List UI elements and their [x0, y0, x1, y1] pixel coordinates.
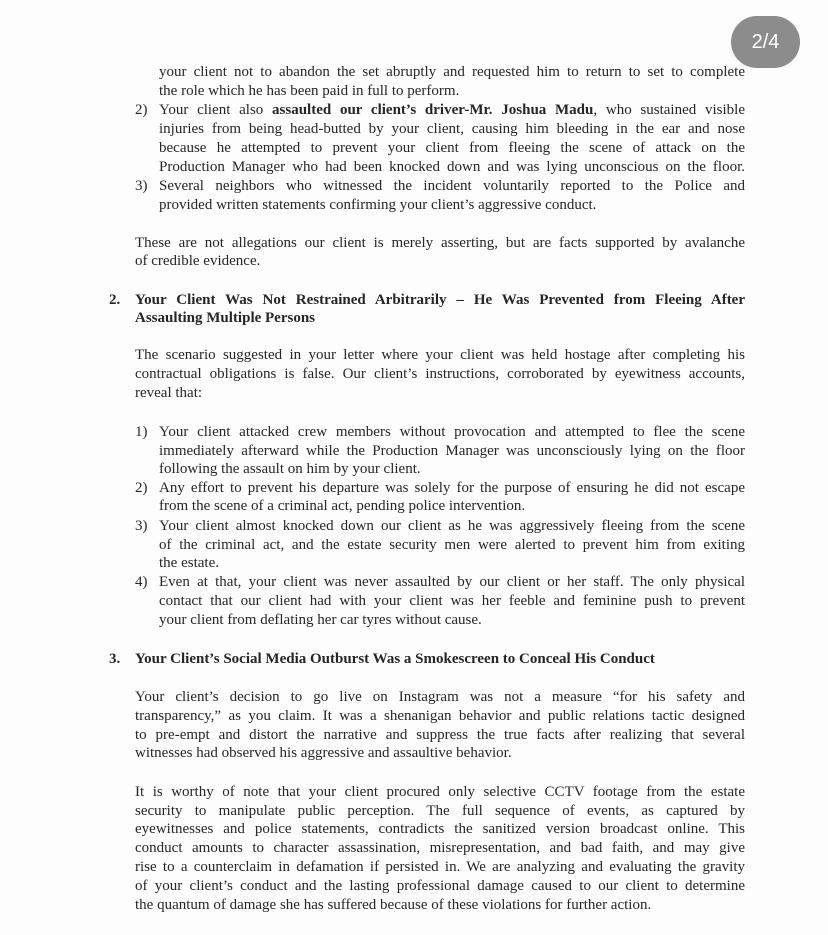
- section-heading-line: Your Client Was Not Restrained Arbitrarily – He Was Prevented from Fleeing After: [135, 292, 745, 308]
- section-heading-line: Your Client’s Social Media Outburst Was a Smokescreen to Conceal His Conduct: [135, 651, 655, 667]
- list-item-line: immediately afterward while the Production Manager was unconsciously lying on the floor: [159, 443, 745, 459]
- paragraph-line: to pre-empt and distort the narrative and suppress the true facts after realizing that several: [135, 727, 745, 743]
- continuation-line-2: the role which he has been paid in full to perform.: [159, 83, 460, 99]
- paragraph-line: reveal that:: [135, 385, 203, 401]
- list-item-line: from the scene of a criminal act, pending police intervention.: [159, 498, 526, 514]
- list-item-line: Several neighbors who witnessed the incident voluntarily reported to the Police and: [159, 178, 745, 194]
- section-number: 2.: [109, 292, 121, 308]
- list-number: 2): [135, 102, 148, 118]
- paragraph-line: witnesses had observed his aggressive and assaultive behavior.: [135, 745, 512, 761]
- paragraph-line: It is worthy of note that your client procured only selective CCTV footage from the estate: [135, 784, 745, 800]
- list-item-line: Any effort to prevent his departure was solely for the purpose of ensuring he did not escape: [159, 480, 745, 496]
- paragraph-line: contractual obligations is false. Our client’s instructions, corroborated by eyewitness accounts,: [135, 366, 745, 382]
- section-heading-line: Assaulting Multiple Persons: [135, 310, 316, 326]
- paragraph-line: transparency,” as you claim. It was a shenanigan behavior and public relations tactic designed: [135, 708, 745, 724]
- list-item-line: contact that our client had with your client was her feeble and feminine push to prevent: [159, 593, 745, 609]
- item-text: , who sustained visible: [593, 102, 745, 118]
- list-number: 3): [135, 178, 148, 194]
- paragraph-line: of credible evidence.: [135, 253, 261, 269]
- paragraph-line: of your client’s conduct and the lasting professional damage caused to our client to determine: [135, 878, 745, 894]
- list-item-line: Even at that, your client was never assaulted by our client or her staff. The only physical: [159, 574, 745, 590]
- section-number: 3.: [109, 651, 121, 667]
- list-number: 1): [135, 424, 148, 440]
- list-item-line: injuries from being head-butted by your client, causing him bleeding in the ear and nose: [159, 121, 745, 137]
- list-number: 2): [135, 480, 148, 496]
- list-item-line: Your client attacked crew members without provocation and attempted to flee the scene: [159, 424, 745, 440]
- list-item-line: because he attempted to prevent your client from fleeing the scene of attack on the: [159, 140, 745, 156]
- paragraph-line: The scenario suggested in your letter where your client was held hostage after completing his: [135, 347, 745, 363]
- paragraph-line: rise to a counterclaim in defamation if persisted in. We are analyzing and evaluating the gravity: [135, 859, 745, 875]
- paragraph-line: the quantum of damage she has suffered because of these violations for further action.: [135, 897, 652, 913]
- paragraph-line: Your client’s decision to go live on Instagram was not a measure “for his safety and: [135, 689, 745, 705]
- page-indicator-badge: 2/4: [731, 16, 800, 68]
- list-number: 3): [135, 518, 148, 534]
- list-item-line: of the criminal act, and the estate security men were alerted to prevent him from exiting: [159, 537, 745, 553]
- list-number: 4): [135, 574, 148, 590]
- paragraph-line: These are not allegations our client is merely asserting, but are facts supported by avalanche: [135, 235, 745, 251]
- list-item-line: your client from deflating her car tyres without cause.: [159, 612, 482, 628]
- list-item-line: [159, 101, 745, 120]
- paragraph-line: conduct amounts to character assassination, misrepresentation, and bad faith, and may give: [135, 840, 745, 856]
- continuation-line-1: your client not to abandon the set abruptly and requested him to return to set to complete: [159, 64, 745, 80]
- list-item-line: the estate.: [159, 555, 219, 571]
- paragraph-line: eyewitnesses and police statements, contradicts the sanitized version broadcast online. This: [135, 821, 745, 837]
- paragraph-line: security to manipulate public perception. The full sequence of events, as captured by: [135, 803, 745, 819]
- item-bold-text: assaulted our client’s driver-Mr. Joshua Madu: [272, 102, 594, 118]
- list-item-line: Your client almost knocked down our client as he was aggressively fleeing from the scene: [159, 518, 745, 534]
- list-item-line: provided written statements confirming your client’s aggressive conduct.: [159, 197, 597, 213]
- item-text: Your client also: [159, 102, 273, 118]
- list-item-line: following the assault on him by your client.: [159, 461, 421, 477]
- list-item-line: Production Manager who had been knocked down and was lying unconscious on the floor.: [159, 159, 745, 175]
